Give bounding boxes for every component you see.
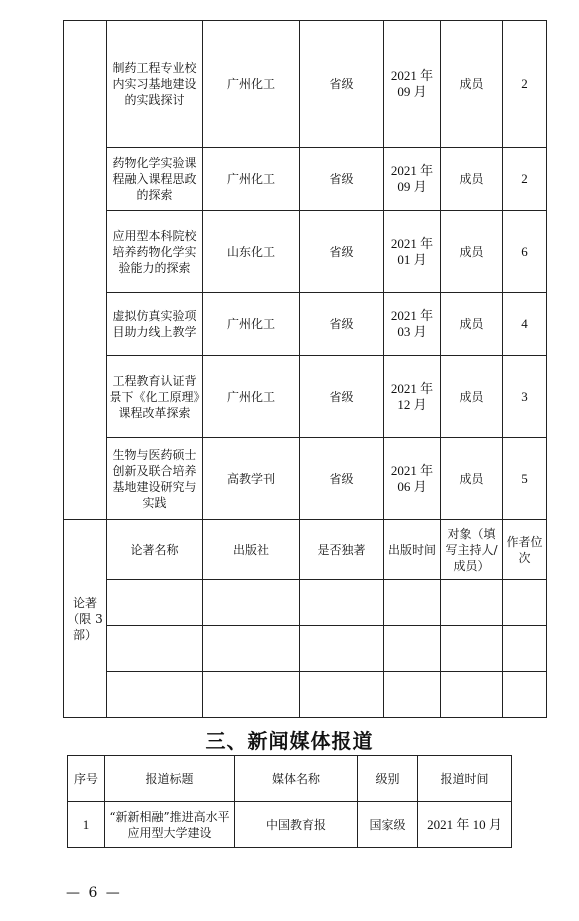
books-empty-cell <box>384 626 441 672</box>
paper-publisher: 广州化工 <box>203 148 300 211</box>
media-header-time: 报道时间 <box>418 756 512 802</box>
books-header-sole: 是否独著 <box>300 520 384 580</box>
section-title: 三、新闻媒体报道 <box>205 729 374 753</box>
media-row-level: 国家级 <box>358 802 418 848</box>
books-empty-cell <box>107 672 203 718</box>
paper-rank: 6 <box>503 211 547 293</box>
paper-time: 2021 年 09 月 <box>384 21 441 148</box>
books-header-time: 出版时间 <box>384 520 441 580</box>
books-header-role: 对象（填写主持人/成员） <box>441 520 503 580</box>
books-empty-cell <box>300 626 384 672</box>
media-row-media: 中国教育报 <box>235 802 358 848</box>
paper-title: 应用型本科院校培养药物化学实验能力的探索 <box>107 211 203 293</box>
media-row-title: “新新相融”推进高水平应用型大学建设 <box>105 802 235 848</box>
books-empty-cell <box>503 580 547 626</box>
media-row-no: 1 <box>68 802 105 848</box>
paper-title: 工程教育认证背景下《化工原理》课程改革探索 <box>107 356 203 438</box>
books-empty-cell <box>503 626 547 672</box>
paper-level: 省级 <box>300 21 384 148</box>
books-empty-cell <box>441 672 503 718</box>
media-header-no: 序号 <box>68 756 105 802</box>
page-number: — 6 — <box>66 885 122 901</box>
paper-publisher: 广州化工 <box>203 293 300 356</box>
paper-level: 省级 <box>300 293 384 356</box>
paper-title: 药物化学实验课程融入课程思政的探索 <box>107 148 203 211</box>
paper-rank: 2 <box>503 148 547 211</box>
paper-level: 省级 <box>300 438 384 520</box>
books-empty-cell <box>384 672 441 718</box>
media-header-media: 媒体名称 <box>235 756 358 802</box>
books-empty-cell <box>384 580 441 626</box>
media-report-table <box>67 755 512 848</box>
paper-rank: 4 <box>503 293 547 356</box>
paper-role: 成员 <box>441 211 503 293</box>
paper-time: 2021 年 03 月 <box>384 293 441 356</box>
paper-title: 虚拟仿真实验项目助力线上教学 <box>107 293 203 356</box>
paper-role: 成员 <box>441 21 503 148</box>
paper-time: 2021 年 09 月 <box>384 148 441 211</box>
books-empty-cell <box>203 580 300 626</box>
books-empty-cell <box>441 580 503 626</box>
books-empty-cell <box>203 672 300 718</box>
paper-role: 成员 <box>441 356 503 438</box>
media-header-title: 报道标题 <box>105 756 235 802</box>
media-row-time: 2021 年 10 月 <box>418 802 512 848</box>
paper-role: 成员 <box>441 293 503 356</box>
paper-rank: 2 <box>503 21 547 148</box>
books-header-rank: 作者位次 <box>503 520 547 580</box>
paper-publisher: 山东化工 <box>203 211 300 293</box>
paper-title: 生物与医药硕士创新及联合培养基地建设研究与实践 <box>107 438 203 520</box>
paper-publisher: 广州化工 <box>203 21 300 148</box>
books-empty-cell <box>503 672 547 718</box>
paper-time: 2021 年 12 月 <box>384 356 441 438</box>
books-header-title: 论著名称 <box>107 520 203 580</box>
books-empty-cell <box>300 580 384 626</box>
paper-time: 2021 年 01 月 <box>384 211 441 293</box>
paper-role: 成员 <box>441 148 503 211</box>
paper-level: 省级 <box>300 211 384 293</box>
paper-role: 成员 <box>441 438 503 520</box>
paper-publisher: 广州化工 <box>203 356 300 438</box>
books-header-publisher: 出版社 <box>203 520 300 580</box>
books-empty-cell <box>107 580 203 626</box>
books-empty-cell <box>203 626 300 672</box>
books-label: 论著（限 3 部） <box>64 520 107 718</box>
papers-books-table <box>63 20 547 718</box>
paper-time: 2021 年 06 月 <box>384 438 441 520</box>
books-empty-cell <box>107 626 203 672</box>
paper-level: 省级 <box>300 356 384 438</box>
paper-level: 省级 <box>300 148 384 211</box>
paper-rank: 5 <box>503 438 547 520</box>
books-empty-cell <box>441 626 503 672</box>
paper-publisher: 高教学刊 <box>203 438 300 520</box>
books-empty-cell <box>300 672 384 718</box>
paper-rank: 3 <box>503 356 547 438</box>
media-header-level: 级别 <box>358 756 418 802</box>
paper-title: 制药工程专业校内实习基地建设的实践探讨 <box>107 21 203 148</box>
papers-group-cell <box>64 21 107 520</box>
